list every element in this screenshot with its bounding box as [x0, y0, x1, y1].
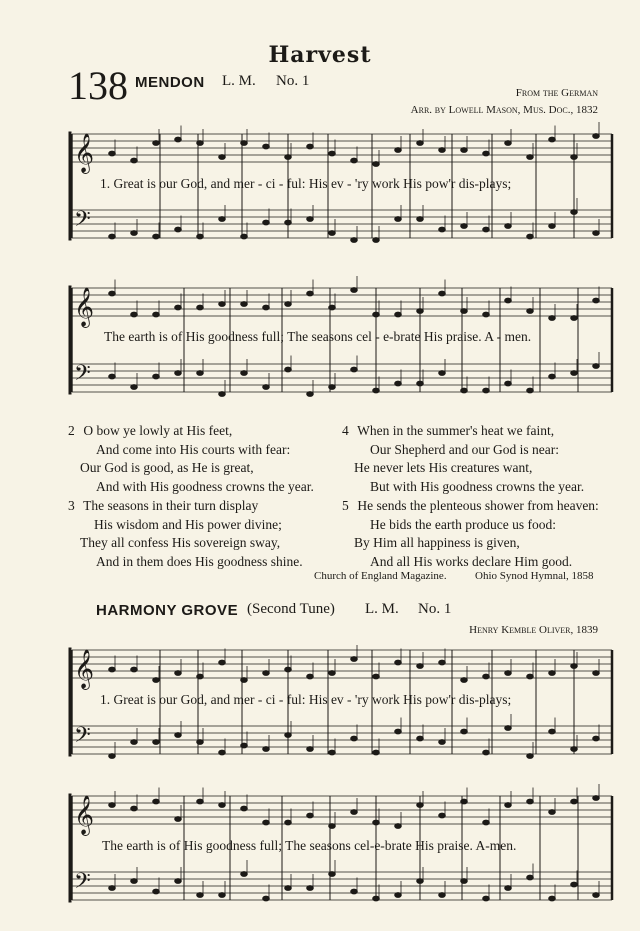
note-head [219, 155, 226, 160]
note-head [571, 210, 578, 215]
note-head [505, 141, 512, 146]
note-head [461, 224, 468, 229]
stanza-line: And all His works declare Him good. [370, 553, 573, 569]
note-head [219, 750, 226, 755]
note-head [417, 309, 424, 314]
note-head [461, 729, 468, 734]
note-head [527, 234, 534, 239]
note-head [285, 733, 292, 738]
note-head [395, 148, 402, 153]
note-head [219, 803, 226, 808]
note-head [571, 747, 578, 752]
stanza-number: 2 [68, 423, 75, 438]
note-head [461, 678, 468, 683]
stanza-line: His wisdom and His power divine; [94, 516, 282, 532]
note-head [593, 298, 600, 303]
note-head [439, 371, 446, 376]
note-head [263, 896, 270, 901]
note-head [329, 872, 336, 877]
note-head [483, 750, 490, 755]
note-head [505, 381, 512, 386]
tune-meter: L. M. [222, 73, 256, 89]
note-head [351, 288, 358, 293]
note-head [527, 674, 534, 679]
stanza-number: 3 [68, 498, 75, 513]
note-head [395, 660, 402, 665]
note-head [505, 803, 512, 808]
stanza-line: He never lets His creatures want, [354, 460, 533, 475]
note-head [593, 736, 600, 741]
note-head [351, 158, 358, 163]
note-head [153, 889, 160, 894]
note-head [395, 217, 402, 222]
note-head [197, 893, 204, 898]
note-head [197, 141, 204, 146]
note-head [417, 141, 424, 146]
note-head [505, 886, 512, 891]
note-head [307, 217, 314, 222]
note-head [373, 896, 380, 901]
stanza-line: He bids the earth produce us food: [370, 516, 556, 532]
bass-clef-icon: 𝄢 [74, 207, 91, 236]
note-head [109, 754, 116, 759]
note-head [109, 667, 116, 672]
note-head [417, 879, 424, 884]
note-head [219, 660, 226, 665]
note-head [395, 893, 402, 898]
note-head [351, 889, 358, 894]
note-head [439, 893, 446, 898]
note-head [439, 740, 446, 745]
stanza-line: They all confess His sovereign sway, [80, 535, 281, 550]
stanza-4 [342, 422, 584, 496]
note-head [505, 298, 512, 303]
note-head [417, 381, 424, 386]
stanza-line: And come into His courts with fear: [96, 441, 291, 457]
stanza-line: By Him all happiness is given, [354, 535, 520, 550]
note-head [549, 896, 556, 901]
tune-credit-2: Henry Kemble Oliver, 1839 [469, 624, 598, 636]
note-head [461, 388, 468, 393]
note-head [395, 729, 402, 734]
note-head [527, 155, 534, 160]
note-head [109, 151, 116, 156]
tune-number: No. 1 [276, 73, 310, 89]
note-head [241, 806, 248, 811]
note-head [263, 144, 270, 149]
note-head [351, 810, 358, 815]
note-head [307, 886, 314, 891]
stanza-line: When in the summer's heat we faint, [357, 423, 555, 438]
note-head [153, 740, 160, 745]
tune-meter-2: L. M. [365, 601, 399, 617]
note-head [373, 312, 380, 317]
note-head [549, 810, 556, 815]
tune-number-2: No. 1 [418, 601, 452, 617]
note-head [505, 726, 512, 731]
lyric-line-4: The earth is of His goodness full; The seasons cel-e-brate His praise. A-men. [102, 838, 517, 853]
note-head [483, 312, 490, 317]
stanza-number: 5 [342, 498, 349, 513]
note-head [285, 220, 292, 225]
note-head [483, 820, 490, 825]
treble-clef-icon: 𝄞 [74, 651, 95, 688]
lyric-line-1: 1. Great is our God, and mer - ci - ful: His ev - 'ry work His pow'r dis-plays; [100, 176, 512, 191]
note-head [263, 305, 270, 310]
page-title: Harvest [268, 42, 372, 68]
note-head [285, 367, 292, 372]
note-head [175, 671, 182, 676]
note-head [263, 747, 270, 752]
tune-name-mendon: MENDON [135, 74, 205, 91]
note-head [131, 312, 138, 317]
note-head [351, 736, 358, 741]
note-head [373, 238, 380, 243]
note-head [593, 231, 600, 236]
note-head [439, 291, 446, 296]
note-head [483, 674, 490, 679]
note-head [329, 750, 336, 755]
note-head [285, 302, 292, 307]
note-head [175, 817, 182, 822]
note-head [571, 799, 578, 804]
note-head [461, 148, 468, 153]
note-head [175, 371, 182, 376]
note-head [153, 141, 160, 146]
stanza-line: Our Shepherd and our God is near: [370, 441, 559, 457]
note-head [373, 750, 380, 755]
treble-clef-icon: 𝄞 [74, 289, 95, 326]
lyric-line-2: The earth is of His goodness full; The seasons cel - e-brate His praise. A - men. [104, 329, 532, 344]
note-head [439, 660, 446, 665]
treble-clef-icon: 𝄞 [74, 797, 95, 834]
note-head [395, 312, 402, 317]
note-head [175, 227, 182, 232]
note-head [109, 886, 116, 891]
note-head [483, 896, 490, 901]
note-head [571, 316, 578, 321]
note-head [131, 385, 138, 390]
note-head [153, 312, 160, 317]
note-head [131, 231, 138, 236]
note-head [417, 736, 424, 741]
note-head [593, 134, 600, 139]
bass-clef-icon: 𝄢 [74, 869, 91, 898]
note-head [527, 388, 534, 393]
note-head [527, 754, 534, 759]
tune-credit-line1: From the German [515, 87, 598, 99]
note-head [263, 671, 270, 676]
note-head [483, 388, 490, 393]
note-head [241, 872, 248, 877]
stanza-5 [342, 497, 599, 571]
note-head [549, 316, 556, 321]
treble-clef-icon: 𝄞 [74, 135, 95, 172]
note-head [373, 388, 380, 393]
note-head [241, 743, 248, 748]
note-head [549, 729, 556, 734]
note-head [219, 893, 226, 898]
note-head [241, 371, 248, 376]
note-head [373, 820, 380, 825]
note-head [219, 217, 226, 222]
note-head [197, 305, 204, 310]
note-head [373, 162, 380, 167]
note-head [329, 151, 336, 156]
note-head [461, 309, 468, 314]
note-head [571, 882, 578, 887]
stanza-line: O bow ye lowly at His feet, [83, 423, 233, 438]
note-head [153, 374, 160, 379]
tune-credit-line2: Arr. by Lowell Mason, Mus. Doc., 1832 [410, 104, 598, 116]
note-head [263, 220, 270, 225]
note-head [395, 824, 402, 829]
note-head [593, 893, 600, 898]
note-head [571, 664, 578, 669]
stanza-line: And in them does His goodness shine. [96, 553, 303, 569]
bass-clef-icon: 𝄢 [74, 361, 91, 390]
note-head [593, 796, 600, 801]
note-head [131, 740, 138, 745]
stanza-3 [68, 497, 303, 571]
note-head [263, 820, 270, 825]
source-left: Church of England Magazine. [314, 570, 447, 582]
note-head [351, 657, 358, 662]
note-head [307, 674, 314, 679]
note-head [241, 234, 248, 239]
note-head [153, 799, 160, 804]
stanza-line: But with His goodness crowns the year. [370, 478, 585, 494]
note-head [153, 678, 160, 683]
note-head [549, 137, 556, 142]
note-head [197, 799, 204, 804]
note-head [329, 671, 336, 676]
note-head [109, 291, 116, 296]
note-head [219, 392, 226, 397]
note-head [197, 371, 204, 376]
note-head [439, 813, 446, 818]
note-head [373, 674, 380, 679]
note-head [197, 740, 204, 745]
note-head [395, 381, 402, 386]
note-head [505, 671, 512, 676]
note-head [505, 224, 512, 229]
note-head [351, 238, 358, 243]
note-head [197, 234, 204, 239]
note-head [241, 302, 248, 307]
note-head [175, 137, 182, 142]
tune-subtitle: (Second Tune) [247, 601, 335, 617]
note-head [483, 227, 490, 232]
note-head [351, 367, 358, 372]
note-head [109, 803, 116, 808]
note-head [307, 392, 314, 397]
note-head [263, 385, 270, 390]
note-head [483, 151, 490, 156]
note-head [571, 371, 578, 376]
note-head [175, 879, 182, 884]
note-head [329, 824, 336, 829]
note-head [329, 385, 336, 390]
note-head [219, 302, 226, 307]
note-head [241, 141, 248, 146]
note-head [241, 678, 248, 683]
lyric-line-3: 1. Great is our God, and mer - ci - ful: His ev - 'ry work His pow'r dis-plays; [100, 692, 512, 707]
note-head [285, 820, 292, 825]
stanza-line: And with His goodness crowns the year. [96, 478, 314, 494]
note-head [285, 667, 292, 672]
note-head [329, 305, 336, 310]
note-head [439, 148, 446, 153]
note-head [461, 799, 468, 804]
note-head [175, 733, 182, 738]
note-head [285, 155, 292, 160]
note-head [549, 671, 556, 676]
note-head [109, 234, 116, 239]
note-head [307, 813, 314, 818]
note-head [153, 234, 160, 239]
note-head [549, 224, 556, 229]
note-head [527, 875, 534, 880]
source-right: Ohio Synod Hymnal, 1858 [475, 570, 594, 582]
note-head [307, 747, 314, 752]
note-head [131, 806, 138, 811]
tune-name-harmony-grove: HARMONY GROVE [96, 602, 239, 619]
bass-clef-icon: 𝄢 [74, 723, 91, 752]
stanza-line: Our God is good, as He is great, [80, 460, 254, 475]
note-head [329, 231, 336, 236]
hymn-number: 138 [68, 63, 128, 108]
note-head [417, 803, 424, 808]
note-head [285, 886, 292, 891]
note-head [131, 158, 138, 163]
note-head [549, 374, 556, 379]
stanza-number: 4 [342, 423, 349, 438]
note-head [593, 364, 600, 369]
note-head [307, 291, 314, 296]
note-head [109, 374, 116, 379]
note-head [307, 144, 314, 149]
note-head [527, 309, 534, 314]
note-head [439, 227, 446, 232]
note-head [593, 671, 600, 676]
note-head [417, 664, 424, 669]
note-head [527, 799, 534, 804]
note-head [175, 305, 182, 310]
note-head [197, 674, 204, 679]
note-head [131, 879, 138, 884]
note-head [571, 155, 578, 160]
note-head [461, 879, 468, 884]
stanza-line: The seasons in their turn display [83, 498, 259, 513]
stanza-line: He sends the plenteous shower from heaven: [357, 498, 599, 513]
note-head [417, 217, 424, 222]
note-head [131, 667, 138, 672]
stanza-2 [68, 422, 314, 496]
